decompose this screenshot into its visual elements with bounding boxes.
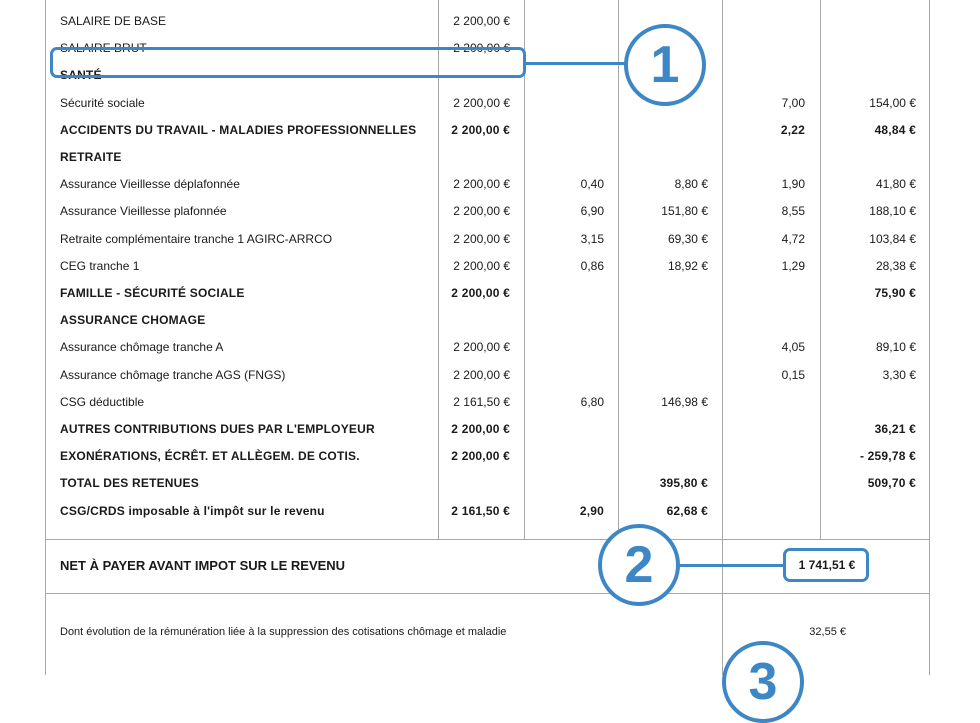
employee-rate: [530, 62, 604, 88]
row-label: Assurance chômage tranche AGS (FNGS): [60, 367, 286, 382]
row-label: FAMILLE - SÉCURITÉ SOCIALE: [60, 286, 245, 300]
employer-rate: 7,00: [781, 95, 805, 110]
employer-rate: [730, 470, 805, 496]
row-label: CSG/CRDS imposable à l'impôt sur le revenu: [60, 503, 325, 518]
employer-contribution: [830, 8, 916, 34]
net-pay-value: 1 741,51 €: [798, 558, 856, 572]
row-label: CSG déductible: [60, 394, 145, 409]
table-row: [0, 280, 980, 306]
employer-rate: 1,90: [781, 177, 805, 192]
base-amount: 2 200,00 €: [453, 340, 510, 355]
employee-deduction: 395,80 €: [659, 476, 708, 491]
employer-contribution: 3,30 €: [882, 367, 916, 382]
table-row: [0, 334, 980, 360]
employee-rate: 6,90: [580, 204, 604, 219]
net-pay-label: NET À PAYER AVANT IMPOT SUR LE REVENU: [60, 558, 346, 573]
employee-rate: 2,90: [579, 503, 604, 518]
employee-rate: 6,80: [580, 394, 604, 409]
employee-rate: 0,86: [580, 258, 604, 273]
employee-rate: [530, 280, 604, 306]
employer-rate: [730, 62, 805, 88]
table-row: [0, 470, 980, 496]
row-label: RETRAITE: [60, 150, 122, 164]
section-divider: [45, 539, 930, 540]
employee-rate: 3,15: [580, 231, 604, 246]
employer-rate: [730, 280, 805, 306]
employer-rate: 4,72: [781, 231, 805, 246]
employer-rate: 8,55: [781, 204, 805, 219]
base-amount: 2 200,00 €: [453, 367, 510, 382]
row-label: TOTAL DES RETENUES: [60, 476, 199, 491]
employer-contribution: 154,00 €: [869, 95, 916, 110]
employer-contribution: 28,38 €: [875, 258, 916, 273]
base-amount: 2 200,00 €: [453, 177, 510, 192]
employer-contribution: 36,21 €: [874, 422, 916, 436]
highlight-box-net-pay: [783, 548, 869, 582]
evolution-note-label: Dont évolution de la rémunération liée à la suppression des cotisations chômage et maladie: [60, 626, 507, 638]
employer-rate: 4,05: [781, 340, 805, 355]
employer-contribution: [830, 35, 916, 61]
table-row: [0, 307, 980, 333]
base-amount: 2 200,00 €: [453, 258, 510, 273]
employer-rate: [730, 35, 805, 61]
row-label: EXONÉRATIONS, ÉCRÊT. ET ALLÈGEM. DE COTIS.: [60, 449, 360, 464]
base-amount: 2 161,50 €: [453, 394, 510, 409]
base-amount: 2 200,00 €: [453, 14, 510, 28]
employer-contribution: 103,84 €: [869, 231, 916, 246]
employer-contribution: 188,10 €: [869, 204, 916, 219]
row-label: Retraite complémentaire tranche 1 AGIRC-ARRCO: [60, 231, 333, 246]
base-amount: [440, 470, 510, 496]
row-label: Sécurité sociale: [60, 95, 145, 110]
base-amount: [440, 307, 510, 333]
employee-rate: [530, 117, 604, 143]
base-amount: 2 200,00 €: [453, 95, 510, 110]
row-label: Assurance Vieillesse plafonnée: [60, 204, 227, 219]
employee-rate: [530, 470, 604, 496]
base-amount: 2 161,50 €: [451, 503, 510, 518]
employee-deduction: [630, 307, 708, 333]
employee-deduction: [630, 117, 708, 143]
employee-deduction: [630, 144, 708, 170]
base-amount: 2 200,00 €: [451, 449, 510, 464]
employer-contribution: [830, 498, 916, 524]
table-row: [0, 253, 980, 279]
employer-contribution: [830, 144, 916, 170]
base-amount: 2 200,00 €: [451, 422, 510, 436]
employer-rate: [730, 389, 805, 415]
employer-contribution: 509,70 €: [867, 476, 916, 491]
callout-badge-1: 1: [624, 24, 706, 106]
employee-deduction: 18,92 €: [667, 258, 708, 273]
employee-rate: [530, 334, 604, 360]
evolution-note-value: 32,55 €: [809, 626, 846, 638]
employer-contribution: [830, 62, 916, 88]
table-row: [0, 362, 980, 388]
employer-contribution: [830, 307, 916, 333]
employee-rate: [530, 144, 604, 170]
callout-connector: [678, 564, 784, 567]
employee-rate: 0,40: [580, 177, 604, 192]
employee-deduction: [630, 443, 708, 469]
employer-rate: [730, 498, 805, 524]
employer-contribution: 48,84 €: [874, 122, 916, 137]
employee-deduction: [630, 416, 708, 442]
employer-rate: [730, 8, 805, 34]
employee-rate: [530, 8, 604, 34]
employer-rate: 1,29: [781, 258, 805, 273]
employee-rate: [530, 307, 604, 333]
employer-rate: [730, 144, 805, 170]
employer-contribution: - 259,78 €: [859, 449, 916, 464]
callout-connector: [526, 62, 626, 65]
table-row: [0, 144, 980, 170]
employer-rate: [730, 416, 805, 442]
table-row: [0, 226, 980, 252]
row-label: Assurance Vieillesse déplafonnée: [60, 177, 240, 192]
row-label: Assurance chômage tranche A: [60, 340, 224, 355]
employee-deduction: [630, 280, 708, 306]
employee-rate: [530, 362, 604, 388]
employer-contribution: 89,10 €: [875, 340, 916, 355]
row-label: ASSURANCE CHOMAGE: [60, 313, 206, 328]
callout-badge-2: 2: [598, 524, 680, 606]
row-label: AUTRES CONTRIBUTIONS DUES PAR L'EMPLOYEUR: [60, 422, 375, 436]
highlight-box-gross-salary: [50, 47, 526, 78]
table-row: [0, 443, 980, 469]
base-amount: 2 200,00 €: [453, 204, 510, 219]
employee-deduction: 62,68 €: [666, 503, 708, 518]
base-amount: 2 200,00 €: [453, 41, 510, 56]
employee-rate: [530, 35, 604, 61]
employer-contribution: [830, 389, 916, 415]
table-row: [0, 389, 980, 415]
employer-rate: 2,22: [780, 122, 805, 137]
base-amount: [440, 144, 510, 170]
employee-rate: [530, 90, 604, 116]
callout-badge-3: 3: [722, 641, 804, 723]
employee-rate: [530, 416, 604, 442]
employer-contribution: 41,80 €: [875, 177, 916, 192]
table-row: [0, 117, 980, 143]
table-row: [0, 416, 980, 442]
employee-deduction: [630, 362, 708, 388]
row-label: CEG tranche 1: [60, 258, 140, 273]
employee-deduction: 146,98 €: [661, 394, 708, 409]
row-label: SALAIRE BRUT: [60, 41, 147, 56]
employee-rate: [530, 443, 604, 469]
employer-contribution: 75,90 €: [874, 286, 916, 300]
section-divider: [45, 593, 930, 594]
table-row: [0, 198, 980, 224]
employer-rate: 0,15: [781, 367, 805, 382]
employee-deduction: 151,80 €: [661, 204, 708, 219]
table-row: [0, 90, 980, 116]
base-amount: 2 200,00 €: [451, 286, 510, 300]
employee-deduction: 8,80 €: [674, 177, 708, 192]
employer-rate: [730, 443, 805, 469]
row-label: ACCIDENTS DU TRAVAIL - MALADIES PROFESSIONNELLES: [60, 122, 417, 137]
employee-deduction: 69,30 €: [667, 231, 708, 246]
table-row: [0, 171, 980, 197]
row-label: SANTÉ: [60, 68, 102, 83]
table-row: [0, 498, 980, 524]
row-label: SALAIRE DE BASE: [60, 14, 167, 28]
base-amount: 2 200,00 €: [451, 122, 510, 137]
table-row: [0, 8, 980, 34]
employee-deduction: [630, 334, 708, 360]
base-amount: 2 200,00 €: [453, 231, 510, 246]
employer-rate: [730, 307, 805, 333]
